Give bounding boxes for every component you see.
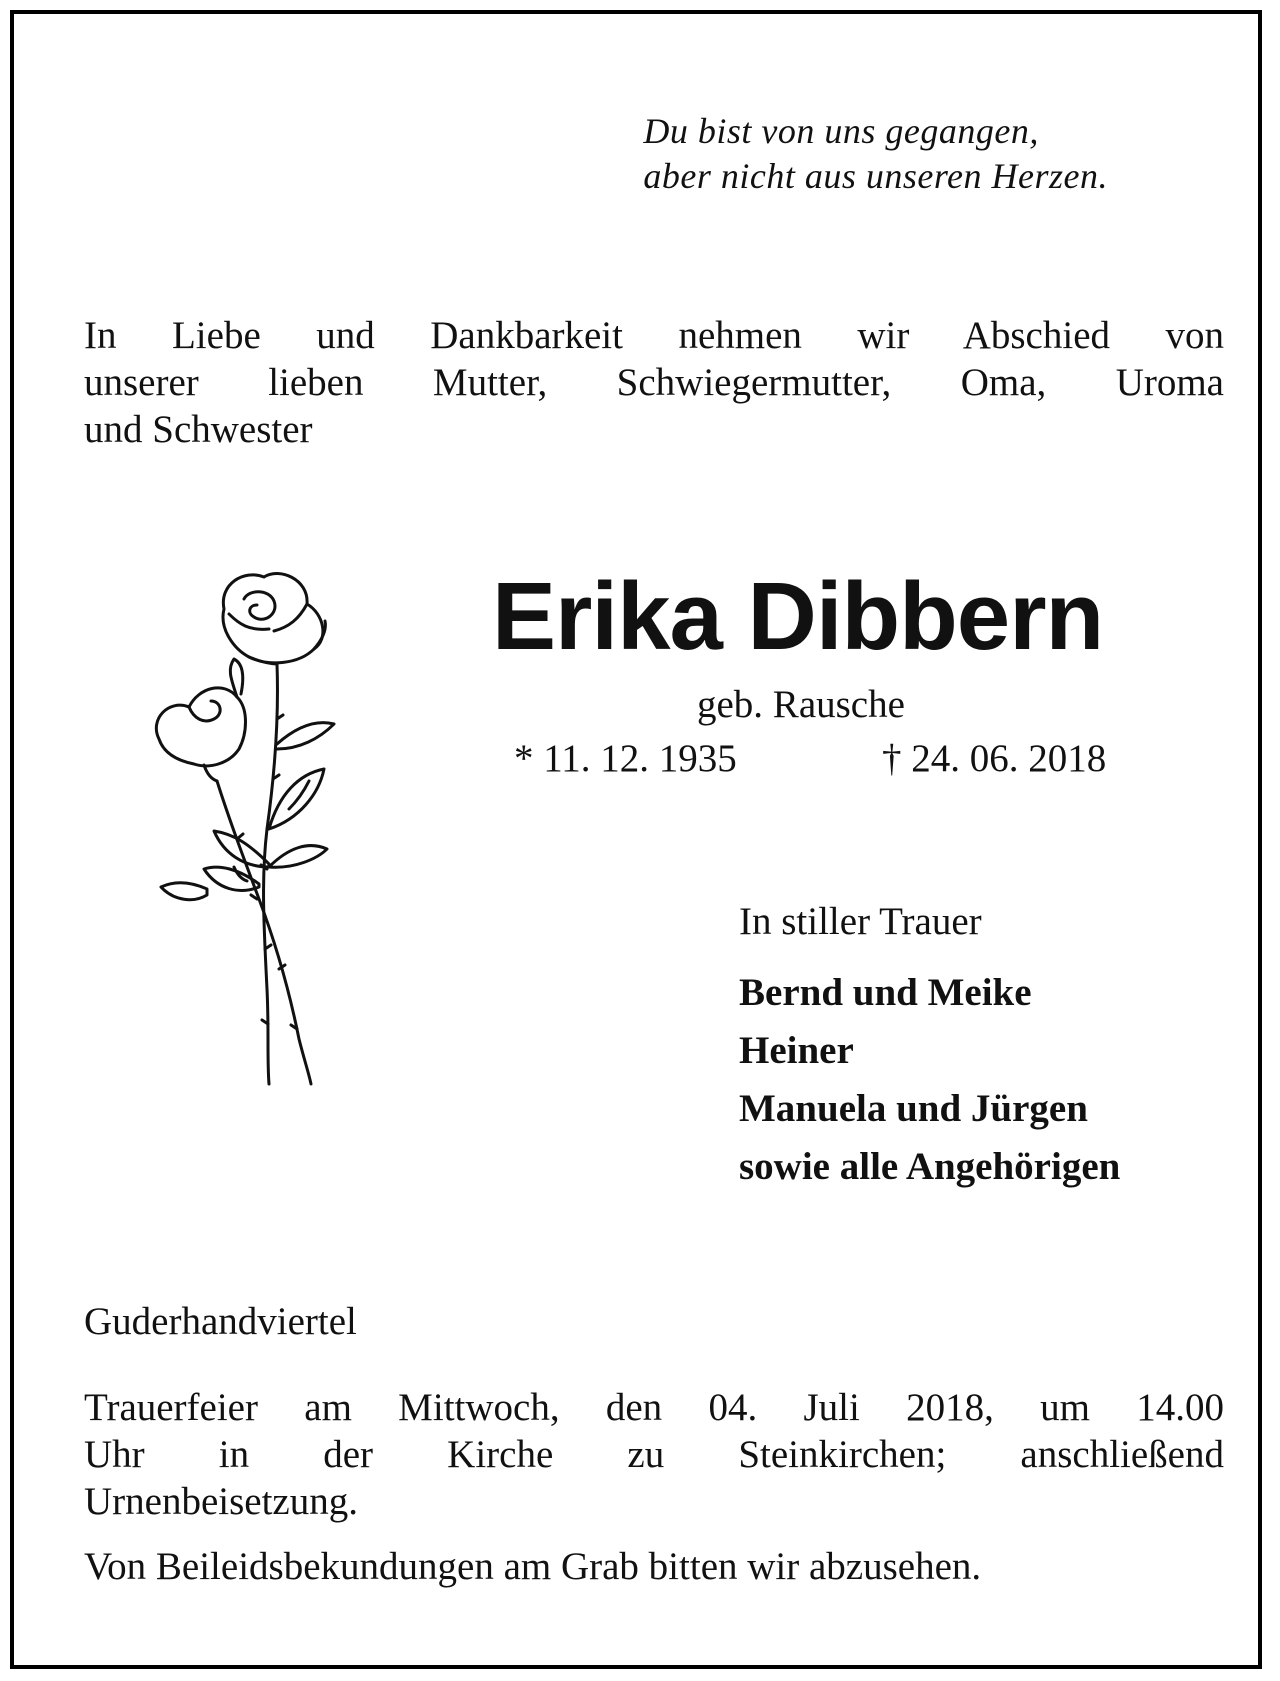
- deceased-name: Erika Dibbern: [492, 563, 1104, 670]
- condolence-note: Von Beileidsbekundungen am Grab bitten wir abzusehen.: [84, 1545, 982, 1588]
- service-line-3: Urnenbeisetzung.: [84, 1480, 358, 1523]
- birth-date: * 11. 12. 1935: [514, 737, 737, 780]
- service-line-2: Uhr in der Kirche zu Steinkirchen; anschließend: [84, 1433, 1224, 1476]
- obituary-frame: [10, 10, 1262, 1669]
- intro-text: [84, 312, 1224, 453]
- motto-quote: [643, 109, 1108, 199]
- motto-line-1: Du bist von uns gegangen,: [643, 111, 1039, 151]
- death-date: † 24. 06. 2018: [882, 737, 1107, 780]
- maiden-name: geb. Rausche: [697, 683, 905, 726]
- mourner-entry: Manuela und Jürgen: [739, 1087, 1088, 1130]
- motto-line-2: aber nicht aus unseren Herzen.: [643, 156, 1108, 196]
- mourning-intro: In stiller Trauer: [739, 900, 982, 943]
- mourner-entry: Bernd und Meike: [739, 971, 1032, 1014]
- intro-line-2: unserer lieben Mutter, Schwiegermutter, Oma, Uroma: [84, 361, 1224, 404]
- mourners-list: [739, 964, 1120, 1196]
- place-name: Guderhandviertel: [84, 1300, 357, 1343]
- intro-line-1: In Liebe und Dankbarkeit nehmen wir Abschied von: [84, 314, 1224, 357]
- mourner-entry: sowie alle Angehörigen: [739, 1145, 1121, 1188]
- mourner-entry: Heiner: [739, 1029, 854, 1072]
- service-details: [84, 1384, 1224, 1525]
- rose-drawing-icon: [149, 569, 389, 1089]
- intro-line-3: und Schwester: [84, 408, 313, 451]
- service-line-1: Trauerfeier am Mittwoch, den 04. Juli 2018, um 14.00: [84, 1386, 1224, 1429]
